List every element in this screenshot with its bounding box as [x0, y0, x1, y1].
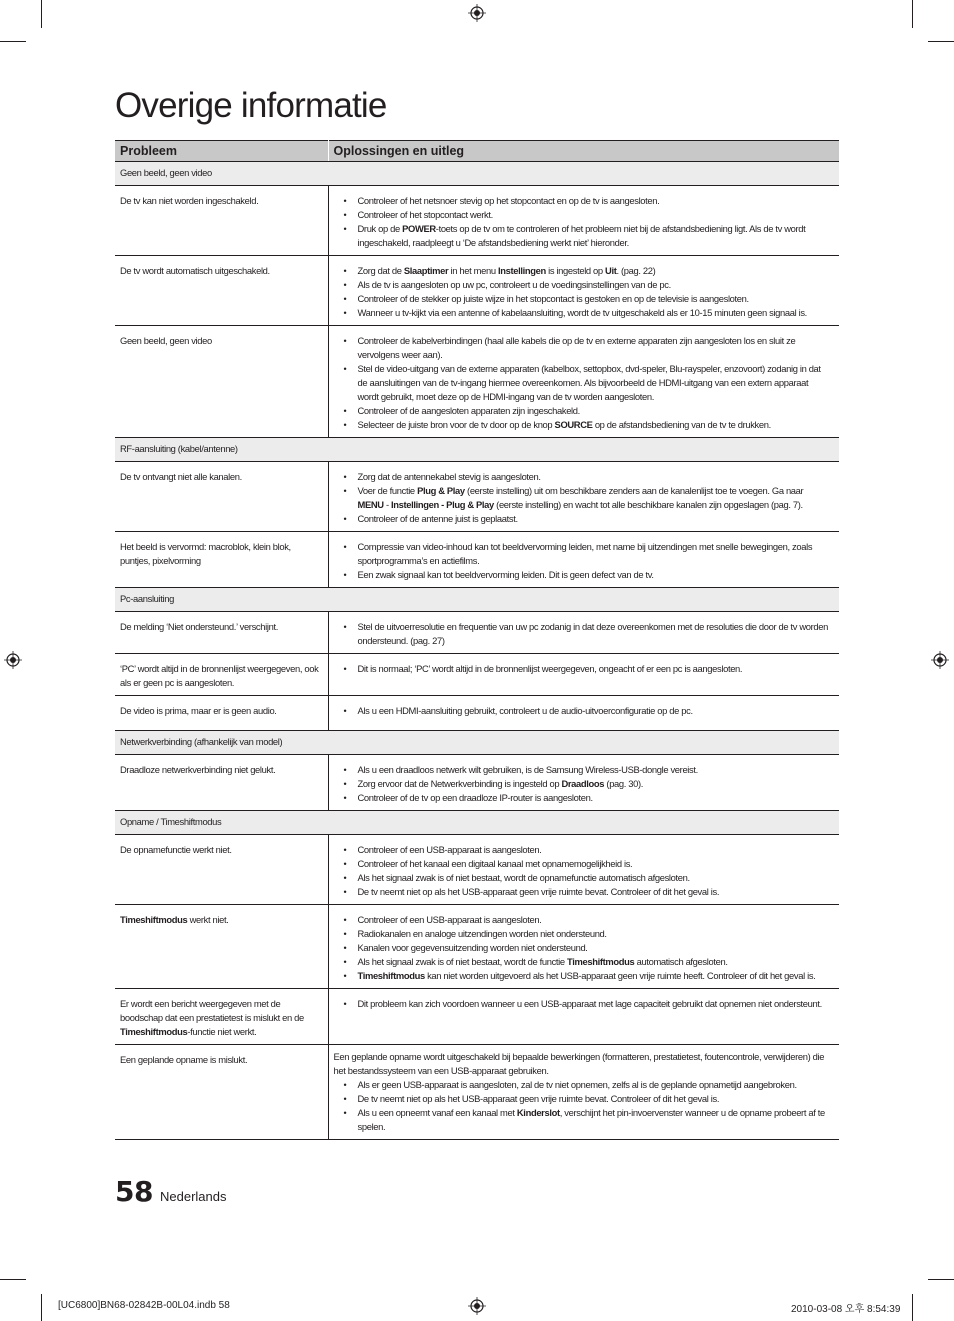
- solution-item: [334, 278, 832, 292]
- category-label: Netwerkverbinding (afhankelijk van model): [115, 731, 839, 755]
- table-header-row: [115, 141, 839, 162]
- text-run: is ingesteld op: [545, 265, 606, 276]
- text-run: Als u een draadloos netwerk wilt gebruiken, is de Samsung Wireless-USB-dongle vereist.: [357, 764, 698, 775]
- problem-cell: [115, 654, 328, 696]
- solution-item: [334, 777, 832, 791]
- solution-cell: [328, 256, 839, 326]
- text-run: De tv kan niet worden ingeschakeld.: [120, 195, 259, 206]
- text-run: De tv ontvangt niet alle kanalen.: [120, 471, 242, 482]
- bold-term: Slaaptimer: [403, 265, 449, 276]
- print-slug-file: [UC6800]BN68-02842B-00L04.indb 58: [58, 1300, 230, 1311]
- solution-list: [334, 1078, 832, 1134]
- solution-item: [334, 791, 832, 805]
- solution-list: [334, 470, 832, 526]
- registration-mark-icon: [468, 4, 486, 22]
- solution-item: [334, 1106, 832, 1134]
- text-run: (pag. 30).: [604, 778, 644, 789]
- table-row: [115, 186, 839, 256]
- table-row: [115, 755, 839, 811]
- bold-term: Plug & Play: [417, 485, 465, 496]
- crop-mark: [0, 1279, 26, 1280]
- problem-cell: [115, 326, 328, 438]
- solution-item: [334, 843, 832, 857]
- text-run: Er wordt een bericht weergegeven met de boodschap dat een prestatietest is mislukt en de: [120, 998, 304, 1023]
- text-run: Voer de functie: [357, 485, 418, 496]
- text-run: Als het signaal zwak is of niet bestaat, wordt de functie: [357, 956, 568, 967]
- solution-item: [334, 484, 832, 512]
- solution-list: [334, 264, 832, 320]
- text-run: Controleer of de stekker op juiste wijze in het stopcontact is gestoken en op de televisie is aangesloten.: [357, 293, 749, 304]
- bold-term: POWER: [402, 223, 436, 234]
- crop-mark: [928, 1279, 954, 1280]
- bold-term: Instellingen: [497, 265, 546, 276]
- category-label: RF-aansluiting (kabel/antenne): [115, 438, 839, 462]
- text-run: , verschijnt het pin-invoervenster wanneer u de opname probeert af te spelen.: [357, 1107, 825, 1132]
- solution-item: [334, 222, 832, 250]
- crop-mark: [928, 41, 954, 42]
- solution-item: [334, 568, 832, 582]
- solution-item: [334, 194, 832, 208]
- text-run: . (pag. 22): [616, 265, 656, 276]
- solution-item: [334, 927, 832, 941]
- print-slug-datetime: 2010-03-08 오후 8:54:39: [791, 1304, 901, 1315]
- solution-cell: [328, 989, 839, 1045]
- solution-cell: [328, 186, 839, 256]
- problem-cell: [115, 696, 328, 731]
- crop-mark: [0, 41, 26, 42]
- solution-item: [334, 1078, 832, 1092]
- text-run: Zorg dat de: [357, 265, 404, 276]
- solution-list: [334, 704, 832, 718]
- text-run: automatisch afgesloten.: [634, 956, 728, 967]
- text-run: -functie niet werkt.: [187, 1026, 257, 1037]
- solution-cell: [328, 532, 839, 588]
- text-run: Een geplande opname is mislukt.: [120, 1054, 248, 1065]
- crop-mark: [912, 0, 913, 28]
- problem-cell: [115, 612, 328, 654]
- problem-cell: [115, 1045, 328, 1140]
- text-run: Compressie van video-inhoud kan tot beeldvervorming leiden, met name bij uitzendingen met snelle bewegingen, zoals sportprogramma’s en actiefilms.: [357, 541, 813, 566]
- solution-item: [334, 470, 832, 484]
- column-header-solutions: Oplossingen en uitleg: [328, 141, 839, 162]
- text-run: Het beeld is vervormd: macroblok, klein blok, puntjes, pixelvorming: [120, 541, 291, 566]
- solution-cell: [328, 612, 839, 654]
- page-number: 58: [115, 1175, 153, 1208]
- solution-cell: [328, 326, 839, 438]
- text-run: -: [383, 499, 392, 510]
- text-run: Controleer of het kanaal een digitaal kanaal met opnamemogelijkheid is.: [357, 858, 633, 869]
- text-run: Zorg ervoor dat de Netwerkverbinding is ingesteld op: [357, 778, 562, 789]
- bold-term: Instellingen - Plug & Play: [391, 499, 494, 510]
- category-label: Geen beeld, geen video: [115, 162, 839, 186]
- solution-item: [334, 941, 832, 955]
- table-row: [115, 532, 839, 588]
- solution-cell: [328, 654, 839, 696]
- solution-item: [334, 292, 832, 306]
- table-row: [115, 612, 839, 654]
- text-run: Controleer of een USB-apparaat is aangesloten.: [357, 914, 542, 925]
- table-row: [115, 326, 839, 438]
- table-row: [115, 905, 839, 989]
- bold-term: Draadloos: [561, 778, 605, 789]
- solution-list: [334, 334, 832, 432]
- text-run: op de afstandsbediening van de tv te drukken.: [592, 419, 771, 430]
- table-row: [115, 696, 839, 731]
- problem-cell: [115, 989, 328, 1045]
- solution-list: [334, 540, 832, 582]
- solution-item: [334, 662, 832, 676]
- text-run: Controleer of het netsnoer stevig op het stopcontact en op de tv is aangesloten.: [357, 195, 660, 206]
- solution-list: [334, 620, 832, 648]
- solution-list: [334, 913, 832, 983]
- column-header-problem: Probleem: [115, 141, 328, 162]
- bold-term: Timeshiftmodus: [120, 914, 188, 925]
- text-run: Als u een HDMI-aansluiting gebruikt, controleert u de audio-uitvoerconfiguratie op de pc.: [357, 705, 693, 716]
- text-run: Als er geen USB-apparaat is aangesloten, zal de tv niet opnemen, zelfs al is de geplande opnametijd aangebroken.: [357, 1079, 797, 1090]
- text-run: Radiokanalen en analoge uitzendingen worden niet ondersteund.: [357, 928, 607, 939]
- text-run: De melding ‘Niet ondersteund.’ verschijnt.: [120, 621, 278, 632]
- solution-item: [334, 857, 832, 871]
- category-label: Opname / Timeshiftmodus: [115, 811, 839, 835]
- crop-mark: [41, 0, 42, 28]
- text-run: Controleer of een USB-apparaat is aangesloten.: [357, 844, 542, 855]
- bold-term: Timeshiftmodus: [357, 970, 425, 981]
- solution-intro: Een geplande opname wordt uitgeschakeld bij bepaalde bewerkingen (formatteren, prestatietest, foutencontrole, verwijderen) die het bestandssysteem van een USB-apparaat gebruiken.: [333, 1051, 825, 1076]
- text-run: Zorg dat de antennekabel stevig is aangesloten.: [357, 471, 541, 482]
- solution-item: [334, 704, 832, 718]
- solution-cell: [328, 696, 839, 731]
- text-run: werkt niet.: [187, 914, 229, 925]
- crop-mark: [41, 1294, 42, 1321]
- solution-item: [334, 306, 832, 320]
- text-run: Draadloze netwerkverbinding niet gelukt.: [120, 764, 276, 775]
- solution-item: [334, 418, 832, 432]
- solution-list: [334, 194, 832, 250]
- text-run: Dit is normaal; ‘PC’ wordt altijd in de bronnenlijst weergegeven, ongeacht of er een pc is aangesloten.: [357, 663, 743, 674]
- text-run: Controleer of het stopcontact werkt.: [357, 209, 493, 220]
- problem-cell: [115, 256, 328, 326]
- solution-list: [334, 843, 832, 899]
- problem-cell: [115, 186, 328, 256]
- solution-list: [334, 997, 832, 1011]
- solution-item: [334, 913, 832, 927]
- page-language: Nederlands: [160, 1189, 227, 1204]
- text-run: Kanalen voor gegevensuitzending worden niet ondersteund.: [357, 942, 588, 953]
- table-body: [115, 162, 839, 1140]
- page-title: Overige informatie: [115, 86, 387, 125]
- text-run: Als het signaal zwak is of niet bestaat, wordt de opnamefunctie automatisch afgesloten.: [357, 872, 690, 883]
- table-row: [115, 462, 839, 532]
- text-run: -toets op de tv om te controleren of het probleem niet bij de afstandsbediening ligt. Als de tv wordt ingeschakeld, raadpleegt u ‘De afstandsbediening werkt niet’ hieronder.: [357, 223, 806, 248]
- problem-cell: [115, 835, 328, 905]
- category-row: [115, 162, 839, 186]
- solution-item: [334, 264, 832, 278]
- text-run: Controleer of de antenne juist is geplaatst.: [357, 513, 518, 524]
- text-run: Controleer de kabelverbindingen (haal alle kabels die op de tv en externe apparaten zijn aangesloten los en sluit ze vervolgens weer aan).: [357, 335, 796, 360]
- solution-item: [334, 955, 832, 969]
- text-run: Een zwak signaal kan tot beeldvervorming leiden. Dit is geen defect van de tv.: [357, 569, 654, 580]
- bold-term: Uit: [605, 265, 617, 276]
- registration-mark-icon: [468, 1297, 486, 1315]
- solution-item: [334, 404, 832, 418]
- text-run: (eerste instelling) uit om beschikbare zenders aan de kanalenlijst toe te voegen. Ga naar: [464, 485, 804, 496]
- text-run: ‘PC’ wordt altijd in de bronnenlijst weergegeven, ook als er geen pc is aangesloten.: [120, 663, 319, 688]
- solution-list: [334, 763, 832, 805]
- solution-item: [334, 871, 832, 885]
- problem-cell: [115, 905, 328, 989]
- text-run: Stel de uitvoerresolutie en frequentie van uw pc zodanig in dat deze overeenkomen met de resoluties die door de tv worden ondersteund. (pag. 27): [357, 621, 828, 646]
- table-row: [115, 654, 839, 696]
- text-run: De video is prima, maar er is geen audio.: [120, 705, 277, 716]
- solution-item: [334, 620, 832, 648]
- text-run: De tv neemt niet op als het USB-apparaat geen vrije ruimte bevat. Controleer of dit het geval is.: [357, 886, 720, 897]
- solution-item: [334, 1092, 832, 1106]
- text-run: kan niet worden uitgevoerd als het USB-apparaat geen vrije ruimte heeft. Controleer of dit het geval is.: [424, 970, 816, 981]
- category-row: [115, 811, 839, 835]
- text-run: Selecteer de juiste bron voor de tv door op de knop: [357, 419, 555, 430]
- registration-mark-icon: [4, 651, 22, 669]
- problem-cell: [115, 532, 328, 588]
- bold-term: Kinderslot: [516, 1107, 560, 1118]
- text-run: Stel de video-uitgang van de externe apparaten (kabelbox, settopbox, dvd-speler, Blu-rayspeler, enzovoort) zodanig in dat de aansluitingen van de tv-ingang hiermee overeenkomen. Als bijvoorbeeld de HDMI-uitgang van een extern apparaat wordt gebruikt, moet deze op de HDMI-ingang van de tv worden aangesloten.: [357, 363, 821, 402]
- table-row: [115, 989, 839, 1045]
- solution-cell: [328, 835, 839, 905]
- bold-term: SOURCE: [554, 419, 593, 430]
- category-row: [115, 438, 839, 462]
- table-row: [115, 1045, 839, 1140]
- solution-item: [334, 885, 832, 899]
- solution-cell: [328, 755, 839, 811]
- solution-cell: [328, 462, 839, 532]
- crop-mark: [912, 1294, 913, 1321]
- solution-item: [334, 334, 832, 362]
- category-row: [115, 731, 839, 755]
- text-run: Als u een opneemt vanaf een kanaal met: [357, 1107, 517, 1118]
- bold-term: Timeshiftmodus: [120, 1026, 188, 1037]
- solution-item: [334, 208, 832, 222]
- problem-cell: [115, 755, 328, 811]
- text-run: De tv neemt niet op als het USB-apparaat geen vrije ruimte bevat. Controleer of dit het geval is.: [357, 1093, 720, 1104]
- troubleshooting-table: [115, 140, 839, 1140]
- text-run: (eerste instelling) en wacht tot alle beschikbare kanalen zijn opgeslagen (pag. 7).: [493, 499, 803, 510]
- category-row: [115, 588, 839, 612]
- registration-mark-icon: [931, 651, 949, 669]
- text-run: De tv wordt automatisch uitgeschakeld.: [120, 265, 270, 276]
- solution-item: [334, 512, 832, 526]
- solution-cell: [328, 905, 839, 989]
- category-label: Pc-aansluiting: [115, 588, 839, 612]
- solution-item: [334, 540, 832, 568]
- table-row: [115, 835, 839, 905]
- text-run: Controleer of de aangesloten apparaten zijn ingeschakeld.: [357, 405, 580, 416]
- solution-item: [334, 763, 832, 777]
- text-run: Dit probleem kan zich voordoen wanneer u een USB-apparaat met lage capaciteit gebruikt dat opnemen niet ondersteunt.: [357, 998, 822, 1009]
- solution-cell: [328, 1045, 839, 1140]
- solution-item: [334, 362, 832, 404]
- text-run: Wanneer u tv-kijkt via een antenne of kabelaansluiting, wordt de tv uitgeschakeld als er 10-15 minuten geen signaal is.: [357, 307, 807, 318]
- bold-term: Timeshiftmodus: [567, 956, 635, 967]
- text-run: in het menu: [448, 265, 498, 276]
- text-run: Geen beeld, geen video: [120, 335, 212, 346]
- solution-item: [334, 969, 832, 983]
- text-run: Druk op de: [357, 223, 403, 234]
- table-row: [115, 256, 839, 326]
- problem-cell: [115, 462, 328, 532]
- solution-item: [334, 997, 832, 1011]
- text-run: Controleer of de tv op een draadloze IP-router is aangesloten.: [357, 792, 593, 803]
- solution-list: [334, 662, 832, 676]
- text-run: De opnamefunctie werkt niet.: [120, 844, 232, 855]
- text-run: Als de tv is aangesloten op uw pc, controleert u de voedingsinstellingen van de pc.: [357, 279, 671, 290]
- bold-term: MENU: [357, 499, 384, 510]
